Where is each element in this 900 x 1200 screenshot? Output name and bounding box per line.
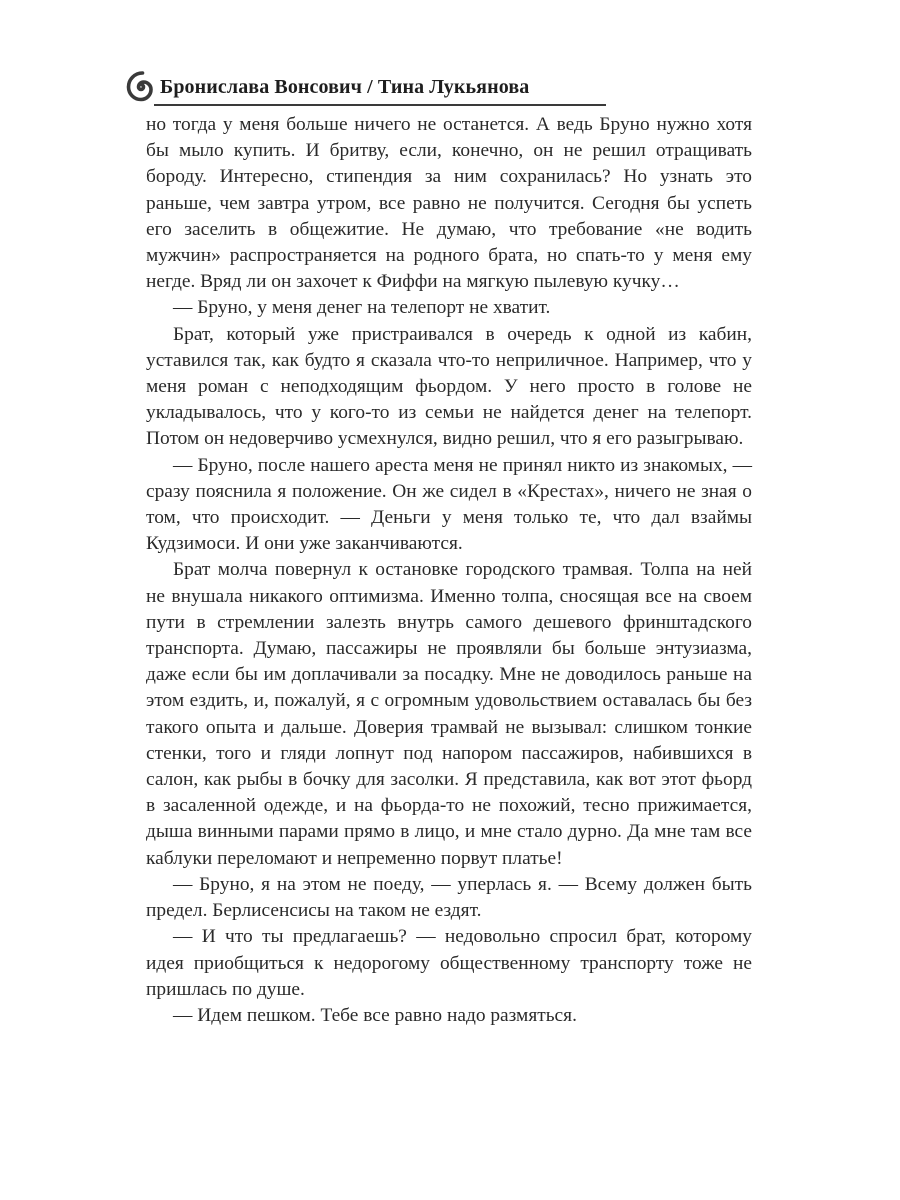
paragraph: — Идем пешком. Тебе все равно надо размяться. [173,1004,577,1026]
book-text [146,112,752,1029]
paragraph: — Бруно, после нашего ареста меня не принял никто из знакомых, — сразу пояснила я положение. Он же сидел в «Крестах», ничего не зная о том, что происходит. — Деньги у меня только те, что дал взаймы Кудзимоси. И они уже заканчиваются. [146,454,752,555]
header-rule [154,104,606,106]
paragraph: — Бруно, у меня денег на телепорт не хватит. [173,297,551,319]
running-header [124,70,584,110]
paragraph: но тогда у меня больше ничего не останется. А ведь Бруно нужно хотя бы мыло купить. И бритву, если, конечно, он не решил отращивать бороду. Интересно, стипендия за ним сохранилась? Но узнать это раньше, чем завтра утром, все равно не получится. Сегодня бы успеть его заселить в общежитие. Не думаю, что требование «не водить мужчин» распространяется на родного брата, но спать-то у меня ему негде. Вряд ли он захочет к Фиффи на мягкую пылевую кучку… [146,114,752,293]
book-authors-title: Бронислава Вонсович / Тина Лукьянова [160,76,530,98]
paragraph: Брат, который уже пристраивался в очередь к одной из кабин, уставился так, как будто я сказала что-то неприличное. Например, что у меня роман с неподходящим фьордом. У него просто в голове не укладывалось, что у кого-то из семьи не найдется денег на телепорт. Потом он недоверчиво усмехнулся, видно решил, что я его разыгрываю. [146,323,752,450]
spiral-icon [124,70,158,104]
paragraph: — И что ты предлагаешь? — недовольно спросил брат, которому идея приобщиться к недорогому общественному транспорту тоже не пришлась по душе. [146,926,752,1000]
paragraph: Брат молча повернул к остановке городского трамвая. Толпа на ней не внушала никакого оптимизма. Именно толпа, сносящая все на своем пути в стремлении залезть внутрь самого дешевого фринштадского транспорта. Думаю, пассажиры не проявляли бы больше энтузиазма, даже если бы им доплачивали за посадку. Мне не доводилось раньше на этом ездить, и, пожалуй, я с огромным удовольствием оставалась бы без такого опыта и дальше. Доверия трамвай не вызывал: слишком тонкие стенки, того и гляди лопнут под напором пассажиров, набившихся в салон, как рыбы в бочку для засолки. Я представила, как вот этот фьорд в засаленной одежде, и на фьорда-то не похожий, тесно прижимается, дыша винными парами прямо в лицо, и мне стало дурно. Да мне там все каблуки переломают и непременно порвут платье! [146,559,752,869]
paragraph: — Бруно, я на этом не поеду, — уперлась я. — Всему должен быть предел. Берлисенсисы на таком не ездят. [146,873,752,922]
